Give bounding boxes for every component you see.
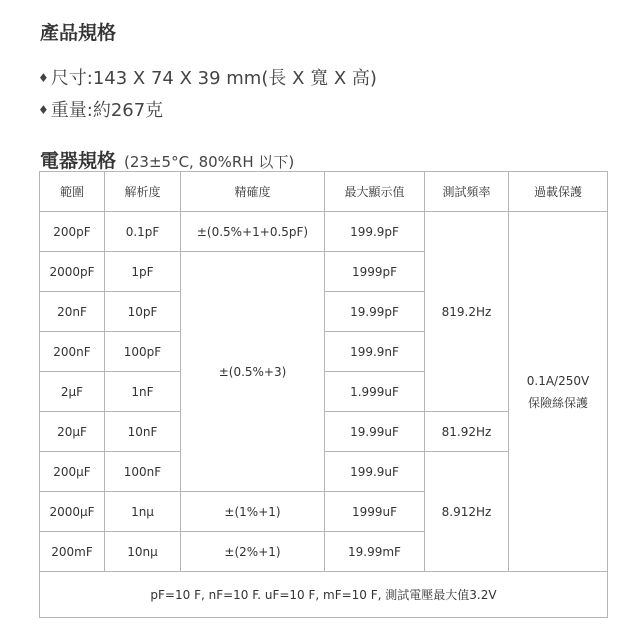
product-spec-title: 產品規格 xyxy=(40,22,117,44)
diamond-bullet-icon: ♦ xyxy=(38,103,49,117)
overload-cell xyxy=(509,212,608,572)
resolution-cell: 10nF xyxy=(105,412,181,452)
max-display-cell: 19.99mF xyxy=(325,532,425,572)
resolution-cell: 100nF xyxy=(105,452,181,492)
resolution-cell: 1pF xyxy=(105,252,181,292)
resolution-cell: 10pF xyxy=(105,292,181,332)
resolution-cell: 1nF xyxy=(105,372,181,412)
frequency-cell: 8.912Hz xyxy=(425,452,509,572)
resolution-cell: 0.1pF xyxy=(105,212,181,252)
range-cell: 200μF xyxy=(40,452,105,492)
header-resolution: 解析度 xyxy=(105,172,181,212)
weight-text: 重量:約267克 xyxy=(50,100,164,121)
range-cell: 2000pF xyxy=(40,252,105,292)
accuracy-cell: ±(2%+1) xyxy=(181,532,325,572)
frequency-cell: 819.2Hz xyxy=(425,212,509,412)
size-spec xyxy=(38,64,377,90)
table-note-row xyxy=(40,572,608,618)
max-display-cell: 19.99uF xyxy=(325,412,425,452)
table-row xyxy=(40,212,608,252)
header-test-frequency: 測試頻率 xyxy=(425,172,509,212)
range-cell: 200mF xyxy=(40,532,105,572)
resolution-cell: 1nμ xyxy=(105,492,181,532)
header-accuracy: 精確度 xyxy=(181,172,325,212)
max-display-cell: 199.9pF xyxy=(325,212,425,252)
range-cell: 20nF xyxy=(40,292,105,332)
header-max-display: 最大顯示值 xyxy=(325,172,425,212)
overload-rating: 0.1A/250V xyxy=(526,373,590,388)
header-overload-protection: 過載保護 xyxy=(509,172,608,212)
max-display-cell: 1.999uF xyxy=(325,372,425,412)
table-header-row xyxy=(40,172,608,212)
accuracy-cell: ±(1%+1) xyxy=(181,492,325,532)
max-display-cell: 1999pF xyxy=(325,252,425,292)
max-display-cell: 199.9nF xyxy=(325,332,425,372)
weight-spec xyxy=(38,96,163,122)
test-condition: (23±5°C, 80%RH 以下) xyxy=(124,153,295,171)
unit-note: pF=10 F, nF=10 F. uF=10 F, mF=10 F, 測試電壓最大值3.2V xyxy=(40,572,608,618)
range-cell: 2000μF xyxy=(40,492,105,532)
max-display-cell: 199.9uF xyxy=(325,452,425,492)
max-display-cell: 19.99pF xyxy=(325,292,425,332)
overload-fuse: 保險絲保護 xyxy=(527,395,588,410)
header-range: 範圍 xyxy=(40,172,105,212)
resolution-cell: 100pF xyxy=(105,332,181,372)
max-display-cell: 1999uF xyxy=(325,492,425,532)
electrical-spec-title xyxy=(40,146,294,173)
accuracy-cell: ±(0.5%+1+0.5pF) xyxy=(181,212,325,252)
capacitance-spec-table xyxy=(39,171,608,618)
accuracy-cell: ±(0.5%+3) xyxy=(181,252,325,492)
diamond-bullet-icon: ♦ xyxy=(38,71,49,85)
frequency-cell: 81.92Hz xyxy=(425,412,509,452)
electrical-spec-heading: 電器規格 xyxy=(40,150,117,172)
range-cell: 2μF xyxy=(40,372,105,412)
range-cell: 200nF xyxy=(40,332,105,372)
size-text: 尺寸:143 X 74 X 39 mm(長 X 寬 X 高) xyxy=(50,68,377,89)
range-cell: 200pF xyxy=(40,212,105,252)
resolution-cell: 10nμ xyxy=(105,532,181,572)
range-cell: 20μF xyxy=(40,412,105,452)
